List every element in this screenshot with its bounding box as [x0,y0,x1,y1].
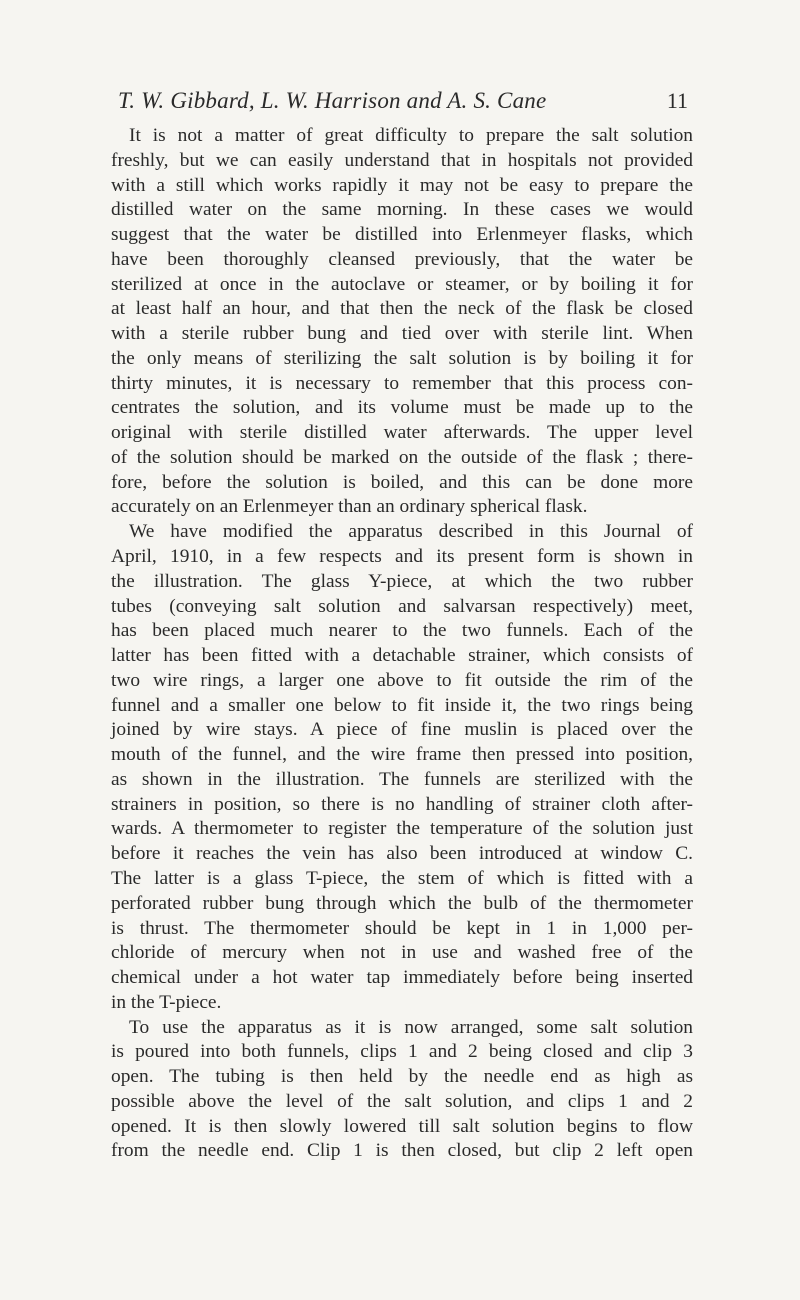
text-line: fore, before the solution is boiled, and this can be done more [111,471,693,493]
text-line: original with sterile distilled water afterwards. The upper level [111,422,693,444]
text-line: It is not a matter of great difficulty to prepare the salt solution [129,125,693,146]
text-line: To use the apparatus as it is now arranged, some salt solution [129,1016,693,1038]
text-line: from the needle end. Clip 1 is then closed, but clip 2 left open [111,1140,693,1162]
text-line: thirty minutes, it is necessary to remember that this process con- [111,372,693,394]
text-line: has been placed much nearer to the two funnels. Each of the [111,620,693,642]
text-line: April, 1910, in a few respects and its present form is shown in [111,546,693,568]
text-line: is thrust. The thermometer should be kept in 1 in 1,000 per- [111,917,693,939]
text-line: We have modified the apparatus described in this Journal of [129,521,693,543]
text-line: joined by wire stays. A piece of fine muslin is placed over the [111,719,693,741]
page-number: 11 [666,88,688,113]
text-line: strainers in position, so there is no handling of strainer cloth after- [111,793,693,815]
text-line: centrates the solution, and its volume must be made up to the [111,397,693,419]
text-line: open. The tubing is then held by the needle end as high as [111,1066,693,1088]
text-line: two wire rings, a larger one above to fit outside the rim of the [111,669,693,691]
text-line: latter has been fitted with a detachable strainer, which consists of [111,645,693,667]
text-line: wards. A thermometer to register the temperature of the solution just [111,818,693,840]
text-line: chemical under a hot water tap immediately before being inserted [111,967,693,989]
text-line: chloride of mercury when not in use and washed free of the [111,942,693,964]
text-line: suggest that the water be distilled into Erlenmeyer flasks, which [111,224,693,246]
text-line: is poured into both funnels, clips 1 and 2 being closed and clip 3 [111,1041,693,1063]
text-line: funnel and a smaller one below to fit inside it, the two rings being [111,694,693,716]
text-line: distilled water on the same morning. In these cases we would [111,199,693,221]
text-line: tubes (conveying salt solution and salvarsan respectively) meet, [111,595,693,617]
text-line: with a still which works rapidly it may not be easy to prepare the [111,174,693,196]
text-line: The latter is a glass T-piece, the stem of which is fitted with a [111,867,693,889]
running-head [118,88,688,116]
text-line: perforated rubber bung through which the bulb of the thermometer [111,892,693,914]
text-line: of the solution should be marked on the outside of the flask ; there- [111,446,693,468]
text-line: with a sterile rubber bung and tied over with sterile lint. When [111,323,693,345]
text-line: opened. It is then slowly lowered till salt solution begins to flow [111,1115,693,1137]
body-text [111,124,693,1164]
text-line: mouth of the funnel, and the wire frame then pressed into position, [111,744,693,766]
running-head-authors: T. W. Gibbard, L. W. Harrison and A. S. Cane [118,88,547,113]
text-line: the illustration. The glass Y-piece, at which the two rubber [111,570,693,592]
text-line: at least half an hour, and that then the neck of the flask be closed [111,298,693,320]
text-line: accurately on an Erlenmeyer than an ordinary spherical flask. [111,496,588,518]
text-line: as shown in the illustration. The funnels are sterilized with the [111,768,693,790]
text-line: possible above the level of the salt solution, and clips 1 and 2 [111,1090,693,1112]
text-line: before it reaches the vein has also been introduced at window C. [111,843,693,865]
text-line: sterilized at once in the autoclave or steamer, or by boiling it for [111,273,693,295]
text-line: in the T-piece. [111,991,222,1013]
text-line: freshly, but we can easily understand that in hospitals not provided [111,149,693,171]
text-line: the only means of sterilizing the salt solution is by boiling it for [111,347,693,369]
text-line: have been thoroughly cleansed previously, that the water be [111,248,693,270]
